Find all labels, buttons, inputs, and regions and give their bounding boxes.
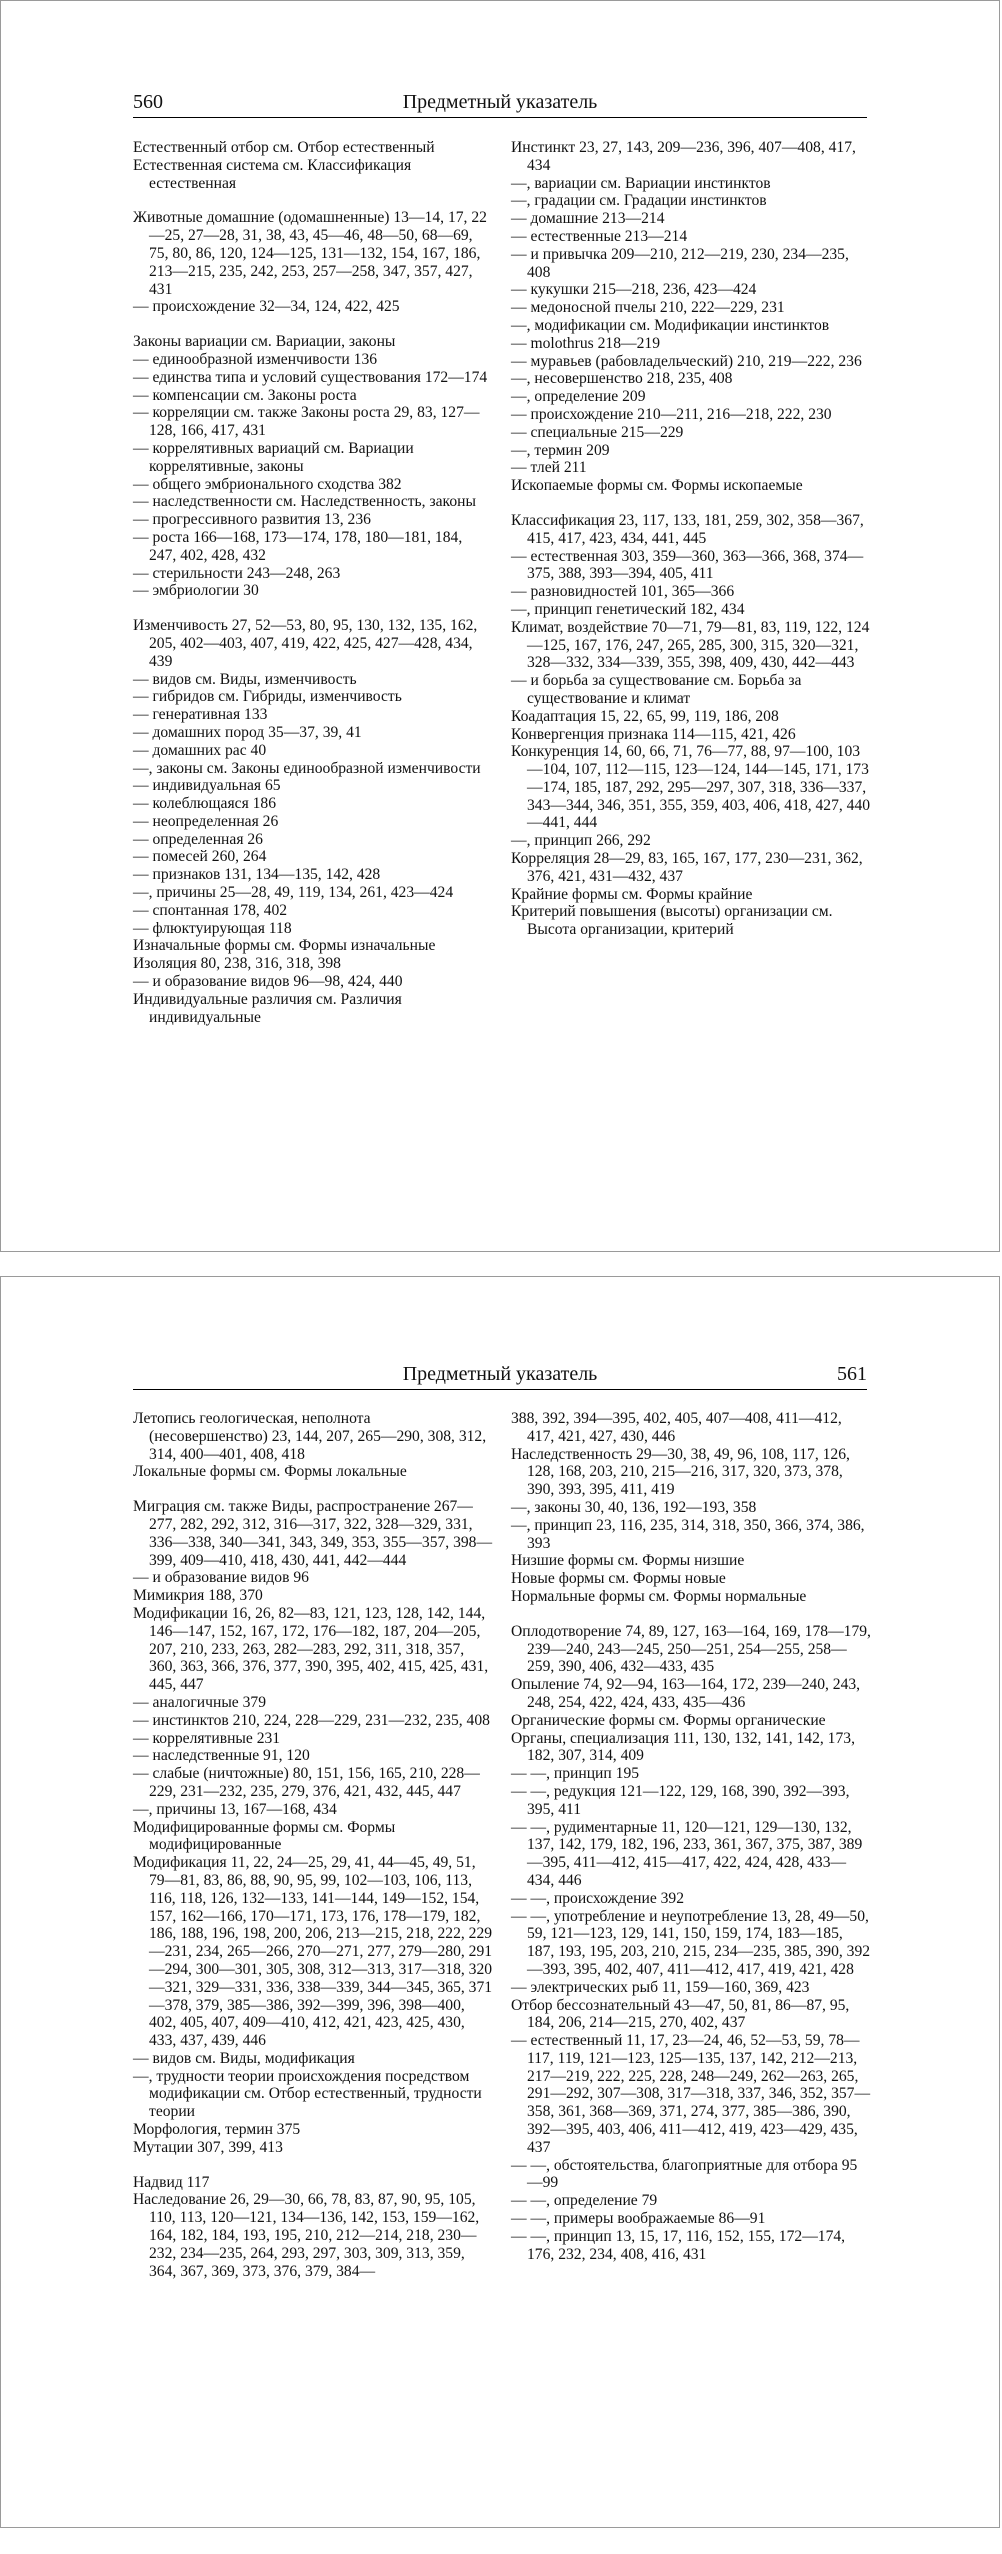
index-entry: — роста 166—168, 173—174, 178, 180—181, 184, 247, 402, 428, 432 bbox=[133, 528, 463, 564]
entry-spacer bbox=[133, 316, 493, 333]
index-column-right bbox=[511, 139, 871, 939]
index-entry: Конвергенция признака 114—115, 421, 426 bbox=[511, 725, 796, 743]
index-entry: Изоляция 80, 238, 316, 318, 398 bbox=[133, 955, 341, 973]
index-entry: — эмбриологии 30 bbox=[133, 582, 259, 600]
index-entry: Надвид 117 bbox=[133, 2173, 210, 2191]
index-entry: Классификация 23, 117, 133, 181, 259, 302, 358—367, 415, 417, 423, 434, 441, 445 bbox=[511, 511, 864, 547]
index-entry: Органические формы см. Формы органические bbox=[511, 1711, 826, 1729]
index-entry: —, законы см. Законы единообразной изменчивости bbox=[133, 759, 481, 777]
index-entry: Модификации 16, 26, 82—83, 121, 123, 128, 142, 144, 146—147, 152, 167, 172, 176—182, 187, 204—205, 207, 210, 233, 263, 282—283, 292, 311, 318, 357, 360, 363, 366, 376, 377, 390, 395, 402, 415, 425, 431, 445, 447 bbox=[133, 1604, 489, 1694]
index-entry: —, принцип 266, 292 bbox=[511, 832, 651, 850]
index-entry: Нормальные формы см. Формы нормальные bbox=[511, 1587, 807, 1605]
running-header bbox=[133, 89, 867, 118]
index-entry: — медоносной пчелы 210, 222—229, 231 bbox=[511, 299, 785, 317]
index-entry: Естественная система см. Классификация естественная bbox=[133, 156, 412, 192]
index-entry: — специальные 215—229 bbox=[511, 423, 684, 441]
index-entry: Изменчивость 27, 52—53, 80, 95, 130, 132, 135, 162, 205, 402—403, 407, 419, 422, 425, 427—428, 434, 439 bbox=[133, 617, 478, 670]
index-entry: — —, принцип 13, 15, 17, 116, 152, 155, 172—174, 176, 232, 234, 408, 416, 431 bbox=[511, 2227, 846, 2263]
index-entry: — электрических рыб 11, 159—160, 369, 423 bbox=[511, 1978, 810, 1996]
index-entry: Ископаемые формы см. Формы ископаемые bbox=[511, 477, 803, 495]
index-entry: — разновидностей 101, 365—366 bbox=[511, 583, 735, 601]
index-entry: — гибридов см. Гибриды, изменчивость bbox=[133, 688, 402, 706]
index-entry: — видов см. Виды, изменчивость bbox=[133, 670, 357, 688]
index-entry: — единства типа и условий существования 172—174 bbox=[133, 368, 488, 386]
index-entry: —, термин 209 bbox=[511, 441, 610, 459]
index-entry: — —, употребление и неупотребление 13, 28, 49—50, 59, 121—123, 129, 141, 150, 159, 174, 183—185, 187, 193, 195, 203, 210, 215, 234—235, 385, 390, 392—393, 395, 402, 407, 411—412, 417, 419, 421, 428 bbox=[511, 1907, 871, 1978]
index-entry: — стерильности 243—248, 263 bbox=[133, 564, 341, 582]
index-entry: — аналогичные 379 bbox=[133, 1693, 267, 1711]
index-entry: — и борьба за существование см. Борьба за существование и климат bbox=[511, 672, 802, 707]
index-entry: Изначальные формы см. Формы изначальные bbox=[133, 937, 436, 955]
index-entry: — слабые (ничтожные) 80, 151, 156, 165, 210, 228—229, 231—232, 235, 279, 376, 421, 432, 445, 447 bbox=[133, 1765, 480, 1800]
index-entry: — наследственные 91, 120 bbox=[133, 1747, 310, 1765]
index-entry: Конкуренция 14, 60, 66, 71, 76—77, 88, 97—100, 103—104, 107, 112—115, 123—124, 144—145, 171, 173—174, 185, 187, 292, 295—297, 307, 318, 336—337, 343—344, 346, 351, 355, 359, 403, 406, 418, 427, 440—441, 444 bbox=[511, 743, 871, 832]
index-entry: Миграция см. также Виды, распространение 267—277, 282, 292, 312, 316—317, 322, 328—329, 331, 336—338, 340—341, 343, 349, 353, 355—357, 398—399, 409—410, 418, 430, 441, 442—444 bbox=[133, 1498, 493, 1569]
index-entry: Оплодотворение 74, 89, 127, 163—164, 169, 178—179, 239—240, 243—245, 250—251, 254—255, 258—259, 390, 406, 432—433, 435 bbox=[511, 1622, 871, 1676]
header-title: Предметный указатель bbox=[402, 91, 598, 113]
index-entry: Наследственность 29—30, 38, 49, 96, 108, 117, 126, 128, 168, 203, 210, 215—216, 317, 320, 373, 378, 390, 393, 395, 411, 419 bbox=[511, 1445, 850, 1499]
index-entry: —, законы 30, 40, 136, 192—193, 358 bbox=[511, 1498, 757, 1516]
index-entry: — —, редукция 121—122, 129, 168, 390, 392—393, 395, 411 bbox=[511, 1782, 850, 1818]
entry-spacer bbox=[133, 2157, 493, 2174]
index-entry: — инстинктов 210, 224, 228—229, 231—232, 235, 408 bbox=[133, 1711, 490, 1729]
page-number: 561 bbox=[837, 1363, 867, 1385]
index-entry: — флюктуирующая 118 bbox=[133, 919, 292, 937]
index-entry: — естественная 303, 359—360, 363—366, 368, 374—375, 388, 393—394, 405, 411 bbox=[511, 547, 864, 583]
index-entry: —, определение 209 bbox=[511, 388, 646, 406]
page-560 bbox=[0, 0, 1000, 1252]
index-entry: — определенная 26 bbox=[133, 830, 263, 848]
index-entry: — происхождение 32—34, 124, 422, 425 bbox=[133, 298, 400, 316]
index-entry: — неопределенная 26 bbox=[133, 812, 279, 830]
index-entry: — общего эмбрионального сходства 382 bbox=[133, 475, 402, 493]
index-entry: —, трудности теории происхождения посредством модификации см. Отбор естественный, трудности теории bbox=[133, 2067, 482, 2121]
index-entry: — корреляции см. также Законы роста 29, 83, 127—128, 166, 417, 431 bbox=[133, 404, 480, 440]
header-title: Предметный указатель bbox=[402, 1363, 598, 1385]
index-entry: —, причины 13, 167—168, 434 bbox=[133, 1800, 337, 1818]
entry-spacer bbox=[511, 1606, 871, 1623]
index-entry: — колеблющаяся 186 bbox=[133, 795, 277, 813]
index-entry: — видов см. Виды, модификация bbox=[133, 2049, 355, 2067]
index-entry: Коадаптация 15, 22, 65, 99, 119, 186, 208 bbox=[511, 707, 779, 725]
entry-spacer bbox=[133, 192, 493, 209]
index-entry: —, несовершенство 218, 235, 408 bbox=[511, 370, 733, 388]
index-column-left bbox=[133, 1410, 493, 2280]
index-entry: — домашних пород 35—37, 39, 41 bbox=[133, 723, 362, 741]
index-entry: — прогрессивного развития 13, 236 bbox=[133, 511, 371, 529]
index-column-right bbox=[511, 1410, 871, 2263]
index-entry: Наследование 26, 29—30, 66, 78, 83, 87, 90, 95, 105, 110, 113, 120—121, 134—136, 142, 153, 159—162, 164, 182, 184, 193, 195, 210, 212—214, 218, 230—232, 234—235, 264, 293, 297, 303, 309, 313, 359, 364, 367, 369, 373, 376, 379, 384— bbox=[133, 2191, 480, 2280]
entry-spacer bbox=[133, 1481, 493, 1498]
index-entry: Органы, специализация 111, 130, 132, 141, 142, 173, 182, 307, 314, 409 bbox=[511, 1729, 855, 1765]
index-entry: Животные домашние (одомашненные) 13—14, 17, 22—25, 27—28, 31, 38, 43, 45—46, 48—50, 68—69, 75, 80, 86, 120, 124—125, 131—132, 154, 167, 186, 213—215, 235, 242, 253, 257—258, 347, 357, 427, 431 bbox=[133, 209, 487, 298]
index-entry: — —, определение 79 bbox=[511, 2192, 658, 2210]
index-entry: Отбор бессознательный 43—47, 50, 81, 86—87, 95, 184, 206, 214—215, 270, 402, 437 bbox=[511, 1996, 850, 2032]
page-561 bbox=[0, 1276, 1000, 2528]
index-entry: — спонтанная 178, 402 bbox=[133, 901, 288, 919]
index-entry: — molothrus 218—219 bbox=[511, 334, 661, 352]
running-header bbox=[133, 1361, 867, 1390]
index-entry: 388, 392, 394—395, 402, 405, 407—408, 411—412, 417, 421, 427, 430, 446 bbox=[511, 1410, 842, 1445]
index-entry: — домашние 213—214 bbox=[511, 210, 665, 228]
index-entry: Низшие формы см. Формы низшие bbox=[511, 1552, 745, 1570]
index-entry: Модификация 11, 22, 24—25, 29, 41, 44—45, 49, 51, 79—81, 83, 86, 88, 90, 95, 99, 102—103, 106, 113, 116, 118, 126, 132—133, 141—144, 149—152, 154, 157, 162—166, 170—171, 173, 176, 178—179, 182, 186, 188, 196, 198, 200, 206, 213—215, 218, 222, 229—231, 234, 265—266, 270—271, 277, 279—280, 291—294, 300—301, 305, 308, 312—313, 317—318, 320—321, 329—331, 336, 338—339, 344—345, 365, 371—378, 379, 385—386, 392—399, 396, 398—400, 402, 405, 407, 409—410, 412, 421, 423, 425, 430, 433, 437, 439, 446 bbox=[133, 1854, 493, 2050]
index-entry: Критерий повышения (высоты) организации см. Высота организации, критерий bbox=[511, 903, 833, 939]
index-entry: Новые формы см. Формы новые bbox=[511, 1570, 726, 1588]
index-column-left bbox=[133, 139, 493, 1026]
index-entry: — и образование видов 96—98, 424, 440 bbox=[133, 973, 403, 991]
index-entry: Законы вариации см. Вариации, законы bbox=[133, 333, 396, 351]
index-entry: —, принцип 23, 116, 235, 314, 318, 350, 366, 374, 386, 393 bbox=[511, 1516, 865, 1552]
index-entry: — —, рудиментарные 11, 120—121, 129—130, 132, 137, 142, 179, 182, 196, 233, 361, 367, 375, 387, 389—395, 411—412, 415—417, 422, 424, 428, 433—434, 446 bbox=[511, 1818, 863, 1889]
page-number: 560 bbox=[133, 91, 163, 113]
index-entry: — естественные 213—214 bbox=[511, 227, 688, 245]
entry-spacer bbox=[133, 600, 493, 617]
index-entry: — наследственности см. Наследственность, законы bbox=[133, 493, 476, 511]
index-entry: — коррелятивные 231 bbox=[133, 1729, 281, 1747]
index-entry: — —, обстоятельства, благоприятные для отбора 95—99 bbox=[511, 2156, 858, 2192]
index-entry: Морфология, термин 375 bbox=[133, 2121, 301, 2139]
index-entry: Мутации 307, 399, 413 bbox=[133, 2138, 283, 2156]
index-entry: — домашних рас 40 bbox=[133, 741, 267, 759]
index-entry: — тлей 211 bbox=[511, 459, 587, 477]
index-entry: — коррелятивных вариаций см. Вариации коррелятивные, законы bbox=[133, 439, 414, 475]
index-entry: Естественный отбор см. Отбор естественный bbox=[133, 139, 435, 156]
index-entry: Индивидуальные различия см. Различия индивидуальные bbox=[133, 990, 402, 1026]
index-entry: — —, происхождение 392 bbox=[511, 1889, 685, 1907]
index-entry: Летопись геологическая, неполнота (несовершенство) 23, 144, 207, 265—290, 308, 312, 314, 400—401, 408, 418 bbox=[133, 1410, 487, 1463]
index-entry: Опыление 74, 92—94, 163—164, 172, 239—240, 243, 248, 254, 422, 424, 433, 435—436 bbox=[511, 1676, 861, 1711]
index-entry: — и привычка 209—210, 212—219, 230, 234—235, 408 bbox=[511, 245, 849, 281]
index-entry: — естественный 11, 17, 23—24, 46, 52—53, 59, 78—117, 119, 121—123, 125—135, 137, 142, 212—213, 217—219, 222, 225, 228, 248—249, 262—263, 265, 291—292, 307—308, 317—318, 337, 346, 352, 357—358, 361, 368—369, 371, 274, 377, 385—386, 390, 392—395, 403, 406, 411—412, 419, 423—429, 435, 437 bbox=[511, 2032, 871, 2156]
index-entry: Инстинкт 23, 27, 143, 209—236, 396, 407—408, 417, 434 bbox=[511, 139, 856, 174]
index-entry: Корреляция 28—29, 83, 165, 167, 177, 230—231, 362, 376, 421, 431—432, 437 bbox=[511, 850, 863, 885]
index-entry: —, модификации см. Модификации инстинктов bbox=[511, 316, 830, 334]
index-entry: Локальные формы см. Формы локальные bbox=[133, 1463, 407, 1481]
index-entry: — генеративная 133 bbox=[133, 706, 268, 724]
index-entry: — компенсации см. Законы роста bbox=[133, 386, 357, 404]
index-entry: — муравьев (рабовладельческий) 210, 219—222, 236 bbox=[511, 352, 862, 370]
index-entry: Мимикрия 188, 370 bbox=[133, 1587, 263, 1605]
index-entry: — —, примеры воображаемые 86—91 bbox=[511, 2210, 766, 2228]
index-entry: —, градации см. Градации инстинктов bbox=[511, 192, 767, 210]
index-entry: — индивидуальная 65 bbox=[133, 777, 281, 795]
index-entry: —, вариации см. Вариации инстинктов bbox=[511, 174, 771, 192]
index-entry: — единообразной изменчивости 136 bbox=[133, 350, 378, 368]
index-entry: — признаков 131, 134—135, 142, 428 bbox=[133, 866, 381, 884]
index-entry: — —, принцип 195 bbox=[511, 1765, 640, 1783]
index-entry: — кукушки 215—218, 236, 423—424 bbox=[511, 281, 757, 299]
index-entry: Климат, воздействие 70—71, 79—81, 83, 119, 122, 124—125, 167, 176, 247, 265, 285, 300, 315, 320—321, 328—332, 334—339, 355, 398, 409, 430, 442—443 bbox=[511, 618, 870, 672]
index-entry: Крайние формы см. Формы крайние bbox=[511, 885, 753, 903]
index-entry: —, причины 25—28, 49, 119, 134, 261, 423—424 bbox=[133, 884, 454, 902]
index-entry: — происхождение 210—211, 216—218, 222, 230 bbox=[511, 405, 832, 423]
entry-spacer bbox=[511, 495, 871, 512]
index-entry: —, принцип генетический 182, 434 bbox=[511, 600, 745, 618]
index-entry: — и образование видов 96 bbox=[133, 1569, 309, 1587]
index-entry: — помесей 260, 264 bbox=[133, 848, 267, 866]
index-entry: Модифицированные формы см. Формы модифицированные bbox=[133, 1818, 396, 1854]
